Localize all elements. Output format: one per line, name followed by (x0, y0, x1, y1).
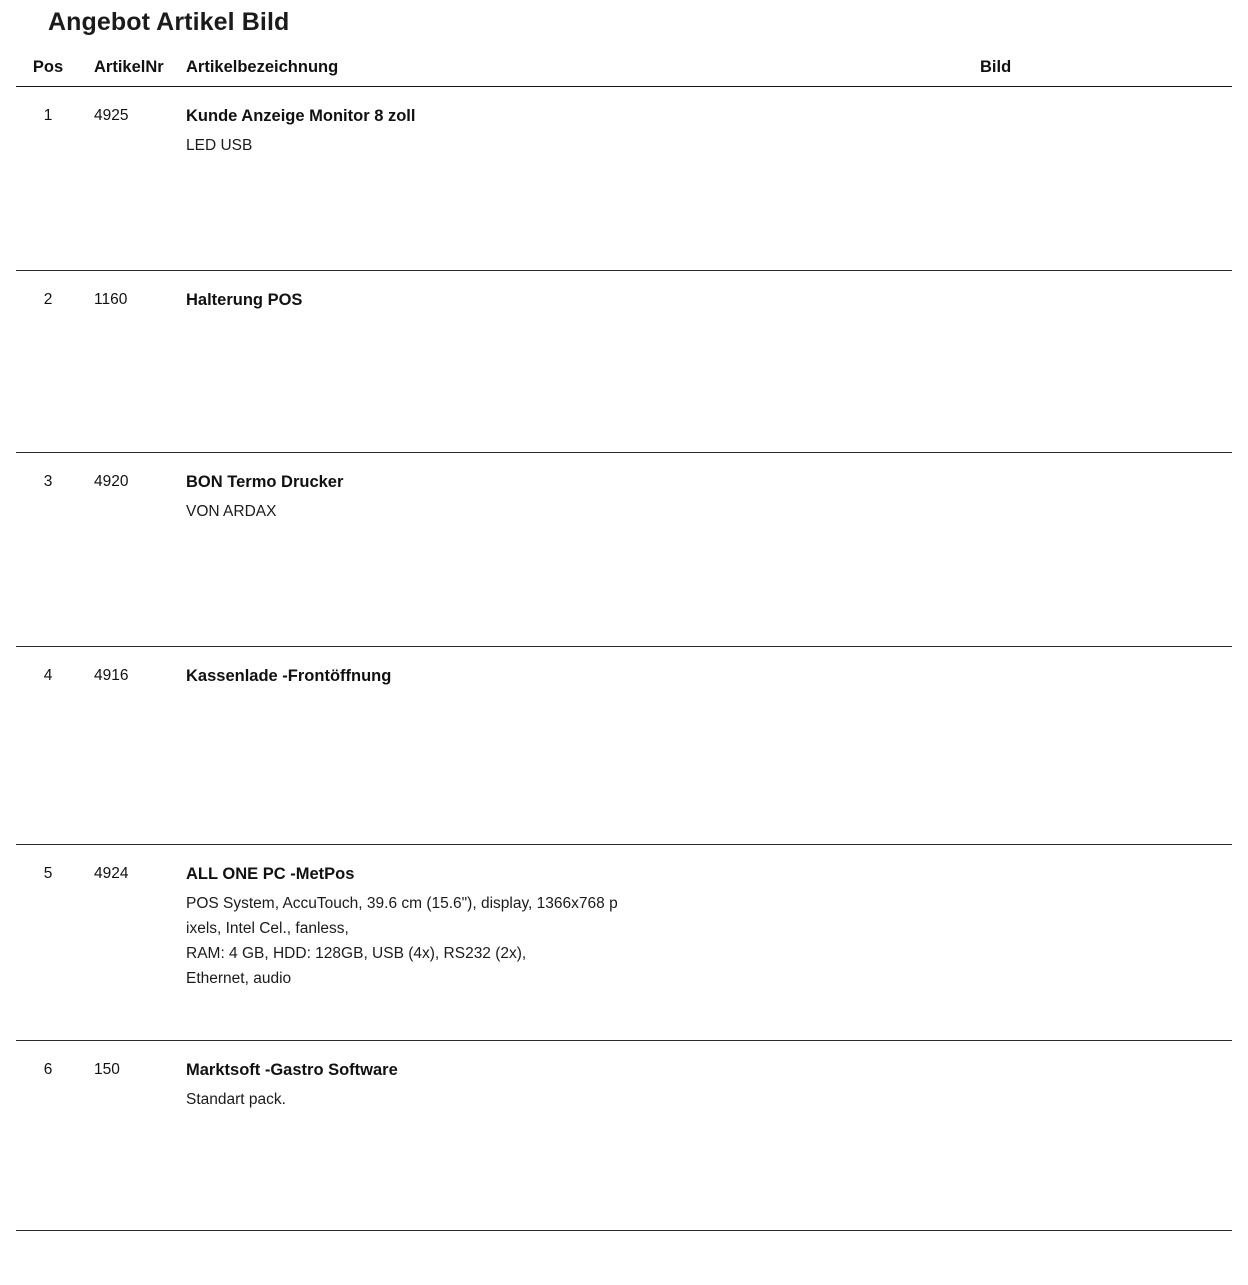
row-subtext-line: ixels, Intel Cel., fanless, (186, 919, 349, 937)
row-artikelnr: 1160 (80, 271, 172, 453)
row-title: Kunde Anzeige Monitor 8 zoll (186, 107, 416, 125)
table-row (16, 845, 1232, 1041)
row-title: Kassenlade -Frontöffnung (186, 667, 392, 685)
row-pos: 2 (16, 271, 80, 453)
row-pos: 6 (16, 1041, 80, 1231)
row-description (172, 1041, 962, 1231)
row-image-cell (962, 453, 1232, 647)
column-header-bezeichnung: Artikelbezeichnung (172, 58, 962, 87)
row-description (172, 647, 962, 845)
row-artikelnr: 4925 (80, 87, 172, 271)
row-subtext-line: RAM: 4 GB, HDD: 128GB, USB (4x), RS232 (2x), (186, 945, 527, 963)
row-image-cell (962, 87, 1232, 271)
row-description (172, 271, 962, 453)
row-subtext (186, 891, 962, 991)
page-title: Angebot Artikel Bild (48, 8, 290, 36)
row-image-cell (962, 1041, 1232, 1231)
row-pos: 3 (16, 453, 80, 647)
table-row (16, 647, 1232, 845)
table-header (16, 58, 1232, 87)
column-header-bild: Bild (962, 58, 1232, 87)
row-subtext-line: Standart pack. (186, 1090, 286, 1108)
table-row (16, 453, 1232, 647)
row-subtext-line: LED USB (186, 136, 253, 154)
row-image-cell (962, 845, 1232, 1041)
row-pos: 5 (16, 845, 80, 1041)
row-subtext (186, 1087, 962, 1112)
row-subtext (186, 133, 962, 158)
row-description (172, 87, 962, 271)
row-artikelnr: 4924 (80, 845, 172, 1041)
row-title: BON Termo Drucker (186, 473, 344, 491)
row-image-cell (962, 647, 1232, 845)
row-subtext-line: POS System, AccuTouch, 39.6 cm (15.6"), display, 1366x768 p (186, 894, 618, 912)
column-header-pos: Pos (16, 58, 80, 87)
row-pos: 4 (16, 647, 80, 845)
row-image-cell (962, 271, 1232, 453)
row-subtext-line: VON ARDAX (186, 502, 277, 520)
table-row (16, 271, 1232, 453)
article-table (16, 58, 1232, 1231)
row-description (172, 845, 962, 1041)
row-title: ALL ONE PC -MetPos (186, 865, 355, 883)
row-artikelnr: 150 (80, 1041, 172, 1231)
table-row (16, 1041, 1232, 1231)
row-artikelnr: 4916 (80, 647, 172, 845)
row-title: Marktsoft -Gastro Software (186, 1061, 398, 1079)
column-header-artikelnr: ArtikelNr (80, 58, 172, 87)
row-artikelnr: 4920 (80, 453, 172, 647)
row-pos: 1 (16, 87, 80, 271)
row-title: Halterung POS (186, 291, 303, 309)
table-row (16, 87, 1232, 271)
row-description (172, 453, 962, 647)
row-subtext (186, 499, 962, 524)
row-subtext-line: Ethernet, audio (186, 970, 292, 988)
